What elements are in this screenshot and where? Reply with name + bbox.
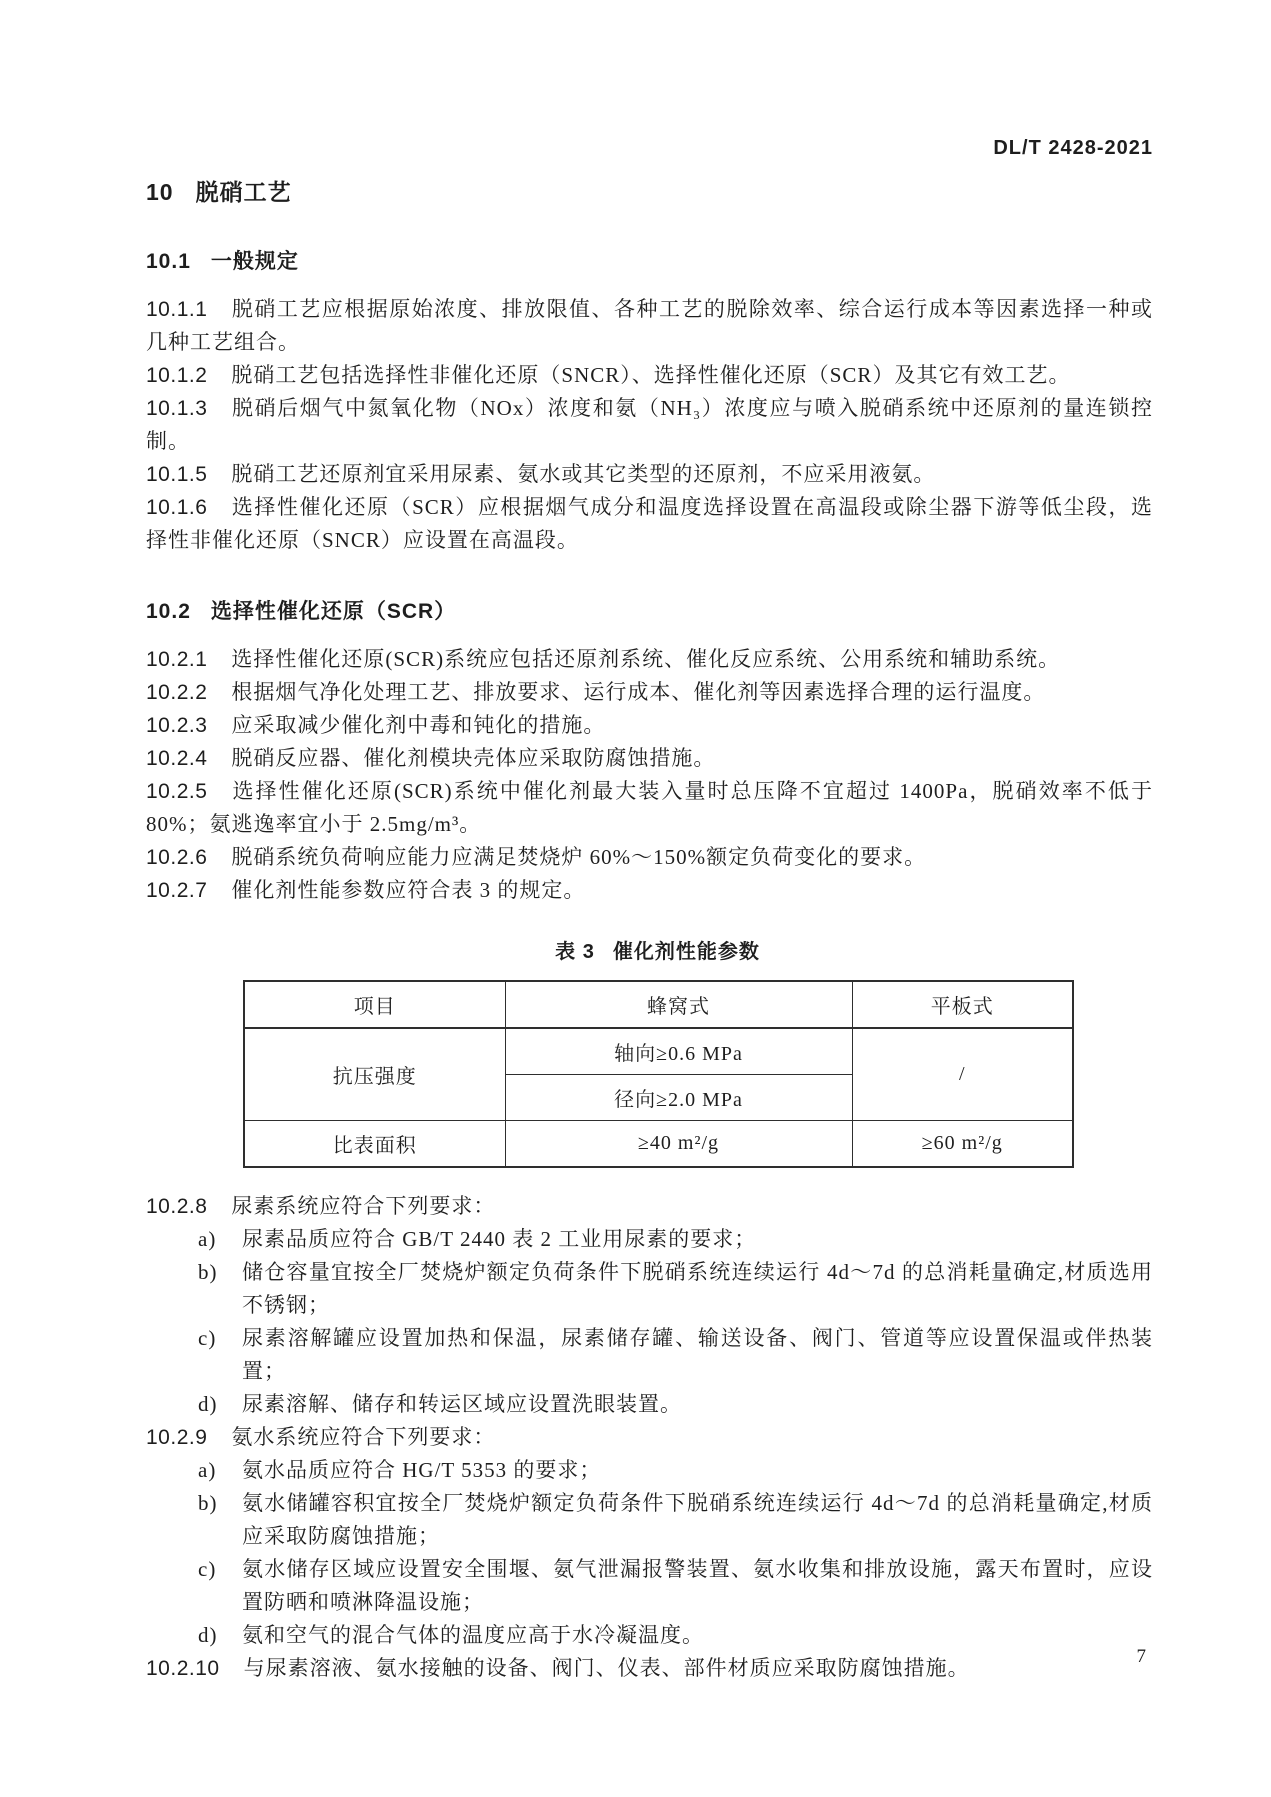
clause-number: 10.2.4 — [146, 747, 208, 770]
clause-text: 脱硝反应器、催化剂模块壳体应采取防腐蚀措施。 — [231, 746, 716, 770]
clause-10-2-8 — [146, 1190, 1153, 1223]
chapter-heading — [146, 174, 1153, 207]
chapter-title: 脱硝工艺 — [195, 179, 292, 205]
table-header-cell: 平板式 — [852, 981, 1073, 1028]
clause-text: 脱硝系统负荷响应能力应满足焚烧炉 60%～150%额定负荷变化的要求。 — [231, 845, 927, 869]
clause-number: 10.2.10 — [146, 1657, 220, 1680]
clause-10-2-1 — [146, 643, 1153, 676]
clause-text: 氨水系统应符合下列要求： — [231, 1425, 496, 1449]
table-cell-radial: 径向≥2.0 MPa — [505, 1075, 852, 1121]
clause-10-1-3 — [146, 392, 1153, 458]
list-item-text: 氨水品质应符合 HG/T 5353 的要求； — [242, 1458, 602, 1482]
table-row — [244, 1028, 1073, 1075]
table-row — [244, 1121, 1073, 1168]
section-10-1-clauses — [146, 293, 1153, 557]
standard-code: DL/T 2428-2021 — [993, 137, 1153, 159]
table-cell-area-plate: ≥60 m²/g — [852, 1121, 1073, 1168]
list-item — [146, 1388, 1153, 1421]
clause-10-2-7 — [146, 874, 1153, 907]
table-caption-title: 催化剂性能参数 — [612, 941, 760, 963]
list-item-text: 尿素溶解、储存和转运区域应设置洗眼装置。 — [242, 1392, 682, 1416]
clause-text: 尿素系统应符合下列要求： — [231, 1194, 496, 1218]
list-item-text: 氨水储罐容积宜按全厂焚烧炉额定负荷条件下脱硝系统连续运行 4d～7d 的总消耗量确定,材质应采取防腐蚀措施； — [242, 1491, 1153, 1548]
clause-10-2-5 — [146, 775, 1153, 841]
clause-text: 选择性催化还原（SCR）应根据烟气成分和温度选择设置在高温段或除尘器下游等低尘段，选择性非催化还原（SNCR）应设置在高温段。 — [146, 495, 1153, 552]
clause-number: 10.1.2 — [146, 364, 208, 387]
list-item-label: c) — [198, 1557, 217, 1581]
list-item-label: c) — [198, 1326, 217, 1350]
clause-10-1-2 — [146, 359, 1153, 392]
clause-text: 催化剂性能参数应符合表 3 的规定。 — [231, 878, 586, 902]
clause-number: 10.2.5 — [146, 780, 208, 803]
table-caption — [243, 935, 1072, 964]
list-item-text: 氨和空气的混合气体的温度应高于水冷凝温度。 — [242, 1623, 704, 1647]
clause-number: 10.1.1 — [146, 298, 208, 321]
clause-text: 脱硝后烟气中氮氧化物（NOx）浓度和氨（NH₃）浓度应与喷入脱硝系统中还原剂的量连锁控制。 — [146, 396, 1153, 453]
list-item-text: 尿素品质应符合 GB/T 2440 表 2 工业用尿素的要求； — [242, 1227, 757, 1251]
list-item-text: 尿素溶解罐应设置加热和保温，尿素储存罐、输送设备、阀门、管道等应设置保温或伴热装置； — [242, 1326, 1153, 1383]
section-10-2-clauses-continued — [146, 1190, 1153, 1685]
clause-10-1-1 — [146, 293, 1153, 359]
list-item — [146, 1553, 1153, 1619]
list-item — [146, 1487, 1153, 1553]
clause-10-2-2 — [146, 676, 1153, 709]
section-number: 10.2 — [146, 600, 191, 623]
table-cell-plate-slash: / — [852, 1028, 1073, 1121]
list-item-label: d) — [198, 1623, 218, 1647]
clause-text: 脱硝工艺应根据原始浓度、排放限值、各种工艺的脱除效率、综合运行成本等因素选择一种或几种工艺组合。 — [146, 297, 1153, 354]
section-heading-10-1 — [146, 245, 1153, 275]
list-item — [146, 1322, 1153, 1388]
clause-text: 选择性催化还原(SCR)系统应包括还原剂系统、催化反应系统、公用系统和辅助系统。 — [231, 647, 1061, 671]
table-header-row — [244, 981, 1073, 1028]
chapter-number: 10 — [146, 179, 174, 205]
list-item — [146, 1454, 1153, 1487]
clause-10-1-5 — [146, 458, 1153, 491]
table-header-cell: 蜂窝式 — [505, 981, 852, 1028]
clause-10-2-9-list — [146, 1454, 1153, 1652]
table-cell-area-honeycomb: ≥40 m²/g — [505, 1121, 852, 1168]
clause-text: 脱硝工艺还原剂宜采用尿素、氨水或其它类型的还原剂，不应采用液氨。 — [231, 462, 936, 486]
clause-10-2-3 — [146, 709, 1153, 742]
clause-number: 10.2.7 — [146, 879, 208, 902]
clause-10-2-9 — [146, 1421, 1153, 1454]
list-item-label: b) — [198, 1491, 218, 1515]
table-cell-axial: 轴向≥0.6 MPa — [505, 1028, 852, 1075]
list-item — [146, 1619, 1153, 1652]
clause-10-1-6 — [146, 491, 1153, 557]
clause-number: 10.2.6 — [146, 846, 208, 869]
clause-text: 根据烟气净化处理工艺、排放要求、运行成本、催化剂等因素选择合理的运行温度。 — [231, 680, 1046, 704]
clause-number: 10.1.6 — [146, 496, 208, 519]
clause-10-2-8-list — [146, 1223, 1153, 1421]
clause-number: 10.1.5 — [146, 463, 208, 486]
table-cell-compressive-strength: 抗压强度 — [244, 1028, 505, 1121]
list-item — [146, 1256, 1153, 1322]
section-10-2-clauses — [146, 643, 1153, 907]
clause-10-2-10 — [146, 1652, 1153, 1685]
clause-text: 应采取减少催化剂中毒和钝化的措施。 — [231, 713, 606, 737]
clause-10-2-6 — [146, 841, 1153, 874]
section-heading-10-2 — [146, 595, 1153, 625]
clause-number: 10.2.9 — [146, 1426, 208, 1449]
list-item-text: 储仓容量宜按全厂焚烧炉额定负荷条件下脱硝系统连续运行 4d～7d 的总消耗量确定,材质选用不锈钢； — [242, 1260, 1153, 1317]
clause-number: 10.1.3 — [146, 397, 208, 420]
page-number: 7 — [1136, 1646, 1146, 1667]
section-title: 选择性催化还原（SCR） — [210, 600, 457, 623]
table-cell-surface-area: 比表面积 — [244, 1121, 505, 1168]
section-number: 10.1 — [146, 250, 191, 273]
catalyst-performance-table — [243, 980, 1074, 1168]
table-caption-label: 表 3 — [555, 941, 595, 963]
clause-number: 10.2.2 — [146, 681, 208, 704]
list-item — [146, 1223, 1153, 1256]
list-item-label: a) — [198, 1458, 217, 1482]
clause-number: 10.2.1 — [146, 648, 208, 671]
table-header-cell: 项目 — [244, 981, 505, 1028]
clause-number: 10.2.8 — [146, 1195, 208, 1218]
list-item-text: 氨水储存区域应设置安全围堰、氨气泄漏报警装置、氨水收集和排放设施，露天布置时，应设置防晒和喷淋降温设施； — [242, 1557, 1153, 1614]
clause-10-2-4 — [146, 742, 1153, 775]
list-item-label: d) — [198, 1392, 218, 1416]
clause-text: 选择性催化还原(SCR)系统中催化剂最大装入量时总压降不宜超过 1400Pa，脱硝效率不低于 80%；氨逃逸率宜小于 2.5mg/m³。 — [146, 779, 1153, 836]
list-item-label: a) — [198, 1227, 217, 1251]
clause-number: 10.2.3 — [146, 714, 208, 737]
clause-text: 脱硝工艺包括选择性非催化还原（SNCR）、选择性催化还原（SCR）及其它有效工艺。 — [231, 363, 1071, 387]
list-item-label: b) — [198, 1260, 218, 1284]
clause-text: 与尿素溶液、氨水接触的设备、阀门、仪表、部件材质应采取防腐蚀措施。 — [243, 1656, 970, 1680]
section-title: 一般规定 — [210, 250, 299, 273]
